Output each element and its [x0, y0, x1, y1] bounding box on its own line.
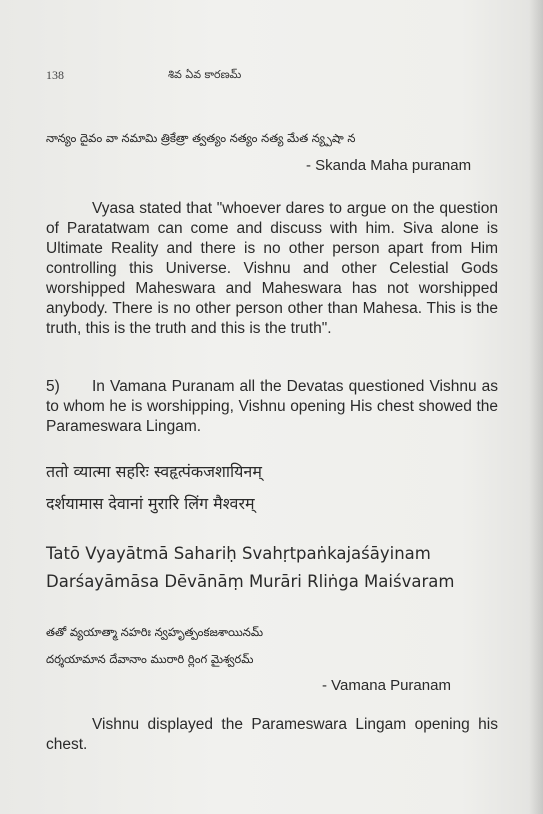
page-header: [46, 68, 496, 84]
item-number: 5): [46, 378, 60, 395]
sanskrit-line-2: दर्शयामास देवानां मुरारि लिंग मैश्वरम्: [46, 494, 255, 513]
attribution-skanda: - Skanda Maha puranam: [306, 157, 472, 174]
running-title: శివ ఏవ కారణమ్: [168, 68, 242, 81]
paragraph-vyasa: Vyasa stated that "whoever dares to argue on the question of Paratatwam can come and discuss with him. Siva alone is Ultimate Reality and there is no other person apart from Him controlling this Universe. Vishnu and other Celestial Gods worshipped Maheswara and Maheswara has not worshipped anybody. There is no other person other than Mahesa. This is the truth, this is the truth and this is the truth".: [46, 200, 498, 337]
telugu-verse-skanda: నాన్యం దైవం వా నమామి త్రికేత్రా త్వత్యం నత్యం నత్య మేత న్య్పషా న: [46, 131, 356, 145]
sanskrit-line-1: ततो व्यात्मा सहरिः स्वहृत्पंकजशायिनम्: [46, 462, 262, 481]
item-text: In Vamana Puranam all the Devatas questioned Vishnu as to whom he is worshipping, Vishnu opening His chest showed the Parameswara Lingam.: [46, 378, 498, 435]
attribution-vamana: - Vamana Puranam: [322, 677, 451, 694]
closing-sentence: Vishnu displayed the Parameswara Lingam opening his chest.: [46, 716, 498, 753]
page-number: 138: [46, 68, 64, 82]
telugu-verse-line-2: దర్శయామాన దేవానాం మురారి ర్లింగ మైశ్వరమ్: [46, 652, 254, 666]
transliteration-line-1: Tatō Vyayātmā Sahariḥ Svahṛtpaṅkajaśāyinam: [46, 544, 431, 563]
telugu-verse-line-1: తతో వ్యయాత్మా నహరిః న్వహృత్పంకజశాయినమ్: [46, 625, 264, 639]
page-edge-shadow: [529, 0, 543, 814]
paragraph-vamana: [46, 377, 498, 437]
transliteration-line-2: Darśayāmāsa Dēvānāṃ Murāri Rliṅga Maiśvaram: [46, 572, 455, 591]
